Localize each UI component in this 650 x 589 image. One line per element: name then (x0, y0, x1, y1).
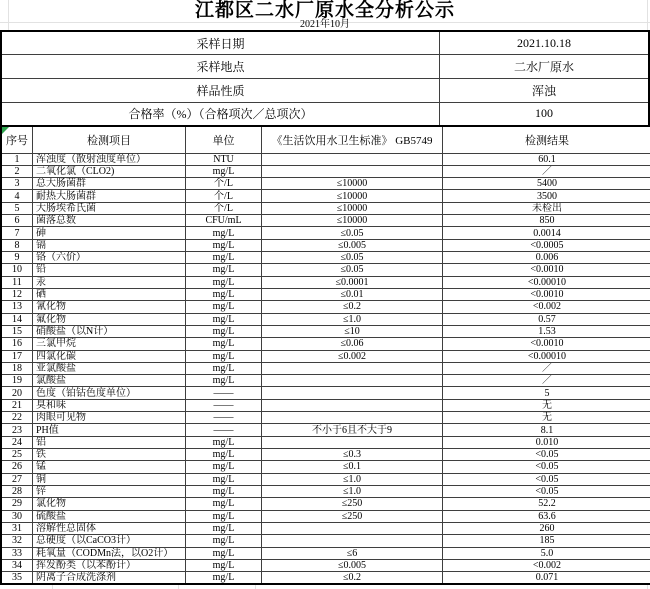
cell-item: 亚氯酸盐 (33, 362, 186, 374)
cell-result: 0.010 (443, 436, 650, 448)
table-row (1, 449, 650, 461)
cell-unit: NTU (186, 153, 262, 165)
table-row (1, 202, 650, 214)
cell-result: 未检出 (443, 202, 650, 214)
cell-standard (262, 535, 443, 547)
cell-unit: mg/L (186, 375, 262, 387)
table-row (1, 227, 650, 239)
table-row (1, 399, 650, 411)
cell-result: <0.05 (443, 449, 650, 461)
cell-item: 四氯化碳 (33, 350, 186, 362)
cell-item: 氯酸盐 (33, 375, 186, 387)
cell-no: 34 (1, 559, 33, 571)
cell-unit: mg/L (186, 301, 262, 313)
info-row (1, 102, 649, 126)
cell-standard (262, 375, 443, 387)
cell-unit: mg/L (186, 165, 262, 177)
info-label: 样品性质 (1, 78, 440, 102)
cell-no: 33 (1, 547, 33, 559)
cell-result: 0.0014 (443, 227, 650, 239)
cell-item: 臭和味 (33, 399, 186, 411)
cell-result: 52.2 (443, 498, 650, 510)
cell-result: <0.00010 (443, 276, 650, 288)
cell-standard: ≤0.005 (262, 239, 443, 251)
table-row (1, 572, 650, 585)
cell-item: 阴离子合成洗涤剂 (33, 572, 186, 585)
cell-standard: 不小于6且不大于9 (262, 424, 443, 436)
cell-no: 9 (1, 252, 33, 264)
cell-unit: mg/L (186, 535, 262, 547)
table-row (1, 338, 650, 350)
info-value: 浑浊 (440, 78, 650, 102)
cell-unit: mg/L (186, 362, 262, 374)
cell-result: 8.1 (443, 424, 650, 436)
cell-no: 10 (1, 264, 33, 276)
cell-unit: mg/L (186, 522, 262, 534)
cell-item: 总大肠菌群 (33, 178, 186, 190)
cell-standard: ≤10000 (262, 215, 443, 227)
cell-item: 总硬度（以CaCO3计） (33, 535, 186, 547)
cell-item: 耗氧量（CODMn法，以O2计） (33, 547, 186, 559)
cell-standard: ≤0.2 (262, 301, 443, 313)
table-row (1, 412, 650, 424)
cell-item: 铜 (33, 473, 186, 485)
table-row (1, 559, 650, 571)
cell-no: 14 (1, 313, 33, 325)
cell-standard (262, 387, 443, 399)
cell-item: 耐热大肠菌群 (33, 190, 186, 202)
cell-result: <0.002 (443, 301, 650, 313)
cell-standard: ≤1.0 (262, 313, 443, 325)
cell-item: 氯化物 (33, 498, 186, 510)
header-result: 检测结果 (443, 126, 650, 153)
table-row (1, 350, 650, 362)
cell-unit: mg/L (186, 572, 262, 585)
table-header-row (1, 126, 650, 153)
info-value: 二水厂原水 (440, 55, 650, 79)
info-value: 2021.10.18 (440, 31, 650, 55)
analysis-results-table (0, 125, 650, 585)
cell-item: 浑浊度（散射浊度单位） (33, 153, 186, 165)
cell-standard (262, 362, 443, 374)
cell-unit: mg/L (186, 559, 262, 571)
cell-item: 大肠埃希氏菌 (33, 202, 186, 214)
cell-no: 24 (1, 436, 33, 448)
table-row (1, 288, 650, 300)
cell-standard: ≤10000 (262, 202, 443, 214)
cell-standard: ≤10000 (262, 178, 443, 190)
header-standard: 《生活饮用水卫生标准》 GB5749 (262, 126, 443, 153)
cell-unit: mg/L (186, 449, 262, 461)
cell-no: 6 (1, 215, 33, 227)
cell-unit: mg/L (186, 338, 262, 350)
cell-no: 5 (1, 202, 33, 214)
table-row (1, 510, 650, 522)
cell-result: <0.0010 (443, 264, 650, 276)
table-row (1, 165, 650, 177)
table-row (1, 461, 650, 473)
cell-unit: mg/L (186, 264, 262, 276)
cell-unit: mg/L (186, 288, 262, 300)
cell-standard: ≤10 (262, 325, 443, 337)
cell-result: 850 (443, 215, 650, 227)
cell-unit: —— (186, 424, 262, 436)
cell-no: 11 (1, 276, 33, 288)
cell-unit: mg/L (186, 461, 262, 473)
table-row (1, 264, 650, 276)
cell-unit: —— (186, 387, 262, 399)
cell-item: 铅 (33, 264, 186, 276)
cell-result: <0.05 (443, 473, 650, 485)
cell-standard: ≤0.05 (262, 264, 443, 276)
table-row (1, 276, 650, 288)
table-row (1, 239, 650, 251)
cell-unit: 个/L (186, 190, 262, 202)
cell-no: 22 (1, 412, 33, 424)
cell-result: 185 (443, 535, 650, 547)
header-item: 检测项目 (33, 126, 186, 153)
cell-unit: mg/L (186, 325, 262, 337)
table-row (1, 313, 650, 325)
cell-standard: ≤0.002 (262, 350, 443, 362)
info-value: 100 (440, 102, 650, 126)
cell-unit: mg/L (186, 252, 262, 264)
table-row (1, 375, 650, 387)
cell-unit: mg/L (186, 473, 262, 485)
cell-item: 肉眼可见物 (33, 412, 186, 424)
cell-no: 4 (1, 190, 33, 202)
sample-info-table (0, 30, 650, 127)
cell-unit: mg/L (186, 239, 262, 251)
cell-no: 12 (1, 288, 33, 300)
table-row (1, 436, 650, 448)
cell-result: ／ (443, 362, 650, 374)
cell-result: <0.0005 (443, 239, 650, 251)
cell-item: 铁 (33, 449, 186, 461)
cell-result: 5 (443, 387, 650, 399)
cell-no: 20 (1, 387, 33, 399)
table-row (1, 215, 650, 227)
table-row (1, 498, 650, 510)
cell-unit: mg/L (186, 313, 262, 325)
cell-unit: CFU/mL (186, 215, 262, 227)
info-label: 采样地点 (1, 55, 440, 79)
cell-result: <0.05 (443, 485, 650, 497)
cell-standard (262, 522, 443, 534)
cell-result: ／ (443, 165, 650, 177)
cell-standard: ≤0.1 (262, 461, 443, 473)
cell-standard: ≤0.0001 (262, 276, 443, 288)
header-unit: 单位 (186, 126, 262, 153)
cell-unit: mg/L (186, 436, 262, 448)
cell-result: 0.006 (443, 252, 650, 264)
cell-no: 30 (1, 510, 33, 522)
cell-no: 35 (1, 572, 33, 585)
cell-no: 1 (1, 153, 33, 165)
cell-no: 15 (1, 325, 33, 337)
table-row (1, 424, 650, 436)
cell-item: 锌 (33, 485, 186, 497)
cell-no: 17 (1, 350, 33, 362)
cell-unit: mg/L (186, 547, 262, 559)
cell-item: 镉 (33, 239, 186, 251)
cell-no: 25 (1, 449, 33, 461)
cell-item: 三氯甲烷 (33, 338, 186, 350)
cell-standard: ≤1.0 (262, 473, 443, 485)
cell-result: 63.6 (443, 510, 650, 522)
cell-no: 18 (1, 362, 33, 374)
cell-result: <0.0010 (443, 338, 650, 350)
cell-standard: ≤0.01 (262, 288, 443, 300)
cell-item: 硫酸盐 (33, 510, 186, 522)
table-row (1, 387, 650, 399)
cell-result: ／ (443, 375, 650, 387)
cell-no: 3 (1, 178, 33, 190)
info-row (1, 78, 649, 102)
cell-item: 二氧化氯（CLO2) (33, 165, 186, 177)
cell-result: 无 (443, 399, 650, 411)
cell-result: <0.05 (443, 461, 650, 473)
cell-result: 5400 (443, 178, 650, 190)
cell-result: <0.0010 (443, 288, 650, 300)
cell-unit: mg/L (186, 350, 262, 362)
cell-unit: mg/L (186, 227, 262, 239)
table-row (1, 535, 650, 547)
table-row (1, 547, 650, 559)
cell-no: 23 (1, 424, 33, 436)
cell-no: 16 (1, 338, 33, 350)
cell-no: 8 (1, 239, 33, 251)
cell-item: 铬（六价） (33, 252, 186, 264)
cell-item: 汞 (33, 276, 186, 288)
table-row (1, 362, 650, 374)
header-no: 序号 (1, 126, 33, 153)
cell-result: 3500 (443, 190, 650, 202)
cell-result: 60.1 (443, 153, 650, 165)
cell-standard: ≤0.2 (262, 572, 443, 585)
cell-result: <0.00010 (443, 350, 650, 362)
cell-standard (262, 399, 443, 411)
cell-standard: ≤0.3 (262, 449, 443, 461)
table-row (1, 301, 650, 313)
cell-result: 260 (443, 522, 650, 534)
cell-standard: ≤0.05 (262, 227, 443, 239)
cell-result: 1.53 (443, 325, 650, 337)
table-row (1, 190, 650, 202)
cell-item: 硝酸盐（以N计） (33, 325, 186, 337)
cell-unit: mg/L (186, 276, 262, 288)
cell-item: 砷 (33, 227, 186, 239)
cell-result: 0.071 (443, 572, 650, 585)
cell-item: 氟化物 (33, 313, 186, 325)
cell-unit: —— (186, 399, 262, 411)
cell-no: 19 (1, 375, 33, 387)
cell-item: PH值 (33, 424, 186, 436)
cell-item: 挥发酚类（以苯酚计） (33, 559, 186, 571)
cell-no: 32 (1, 535, 33, 547)
cell-unit: mg/L (186, 498, 262, 510)
cell-unit: mg/L (186, 510, 262, 522)
cell-item: 色度（铂钴色度单位） (33, 387, 186, 399)
cell-result: 无 (443, 412, 650, 424)
cell-no: 31 (1, 522, 33, 534)
excel-error-indicator-icon (2, 127, 9, 134)
cell-standard: ≤6 (262, 547, 443, 559)
info-row (1, 31, 649, 55)
cell-standard (262, 165, 443, 177)
cell-standard: ≤250 (262, 498, 443, 510)
cell-standard: ≤0.05 (262, 252, 443, 264)
cell-item: 菌落总数 (33, 215, 186, 227)
cell-standard: ≤10000 (262, 190, 443, 202)
cell-unit: —— (186, 412, 262, 424)
cell-standard (262, 412, 443, 424)
cell-standard: ≤0.06 (262, 338, 443, 350)
info-label: 合格率（%）（合格项次／总项次） (1, 102, 440, 126)
cell-no: 7 (1, 227, 33, 239)
info-row (1, 55, 649, 79)
cell-no: 28 (1, 485, 33, 497)
table-row (1, 522, 650, 534)
cell-result: 0.57 (443, 313, 650, 325)
table-row (1, 325, 650, 337)
cell-no: 29 (1, 498, 33, 510)
cell-result: 5.0 (443, 547, 650, 559)
cell-no: 13 (1, 301, 33, 313)
cell-standard: ≤1.0 (262, 485, 443, 497)
cell-unit: 个/L (186, 178, 262, 190)
cell-result: <0.002 (443, 559, 650, 571)
page-subtitle: 2021年10月 (300, 19, 350, 30)
cell-standard (262, 436, 443, 448)
cell-item: 铝 (33, 436, 186, 448)
page-title: 江都区二水厂原水全分析公示 (194, 0, 455, 21)
cell-unit: mg/L (186, 485, 262, 497)
cell-item: 氰化物 (33, 301, 186, 313)
cell-no: 26 (1, 461, 33, 473)
table-row (1, 252, 650, 264)
cell-unit: 个/L (186, 202, 262, 214)
table-row (1, 153, 650, 165)
cell-item: 硒 (33, 288, 186, 300)
table-row (1, 485, 650, 497)
table-row (1, 473, 650, 485)
cell-standard (262, 153, 443, 165)
cell-standard: ≤0.005 (262, 559, 443, 571)
cell-no: 2 (1, 165, 33, 177)
cell-item: 锰 (33, 461, 186, 473)
cell-standard: ≤250 (262, 510, 443, 522)
table-row (1, 178, 650, 190)
info-label: 采样日期 (1, 31, 440, 55)
cell-item: 溶解性总固体 (33, 522, 186, 534)
cell-no: 21 (1, 399, 33, 411)
cell-no: 27 (1, 473, 33, 485)
